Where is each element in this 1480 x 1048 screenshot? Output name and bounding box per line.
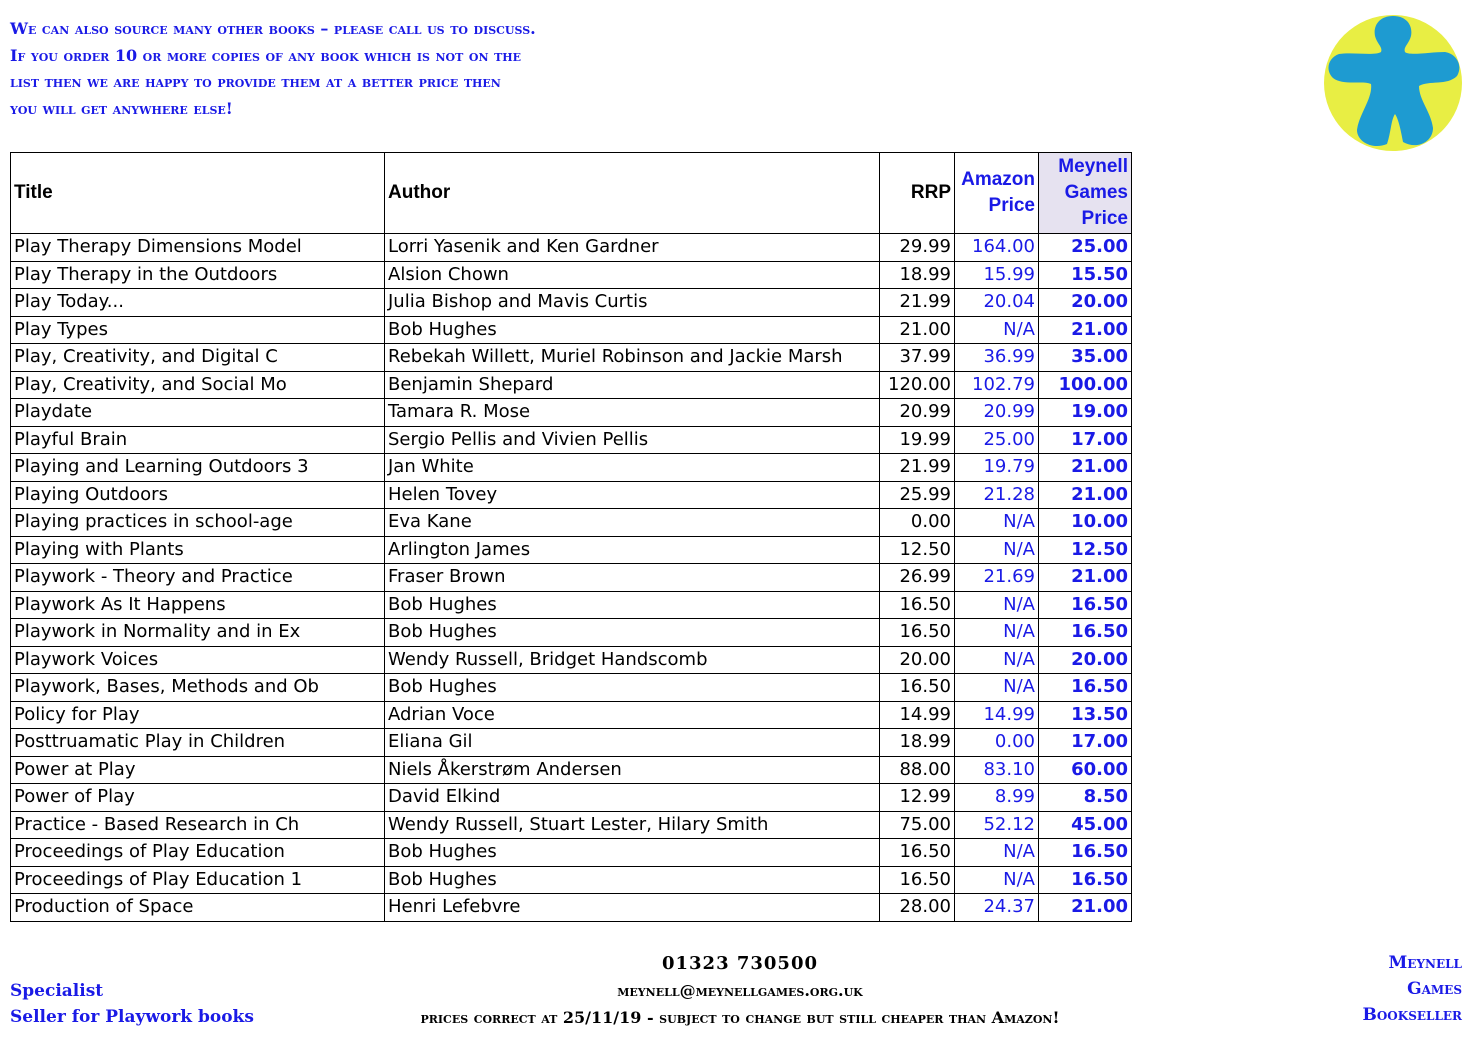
cell-meynell: 16.50	[1039, 619, 1132, 647]
table-row	[11, 756, 1132, 784]
cell-author: Alsion Chown	[385, 261, 880, 289]
cell-rrp: 16.50	[880, 674, 955, 702]
cell-rrp: 20.00	[880, 646, 955, 674]
footer-email: meynell@meynellgames.org.uk	[617, 981, 863, 1000]
cell-title: Playing Outdoors	[11, 481, 385, 509]
cell-amazon: 21.69	[955, 564, 1039, 592]
cell-amazon: 15.99	[955, 261, 1039, 289]
footer-contact	[300, 950, 1180, 1031]
cell-meynell: 17.00	[1039, 729, 1132, 757]
cell-title: Playwork - Theory and Practice	[11, 564, 385, 592]
cell-author: Helen Tovey	[385, 481, 880, 509]
meynell-games-logo	[1323, 14, 1463, 152]
cell-title: Power at Play	[11, 756, 385, 784]
footer-left-line1: Specialist	[10, 981, 104, 1001]
cell-author: Adrian Voce	[385, 701, 880, 729]
header-mg-line1: Meynell	[1058, 156, 1128, 177]
cell-rrp: 18.99	[880, 729, 955, 757]
cell-meynell: 16.50	[1039, 674, 1132, 702]
cell-amazon: 83.10	[955, 756, 1039, 784]
table-row	[11, 454, 1132, 482]
cell-meynell: 100.00	[1039, 371, 1132, 399]
table-row	[11, 674, 1132, 702]
cell-amazon: N/A	[955, 619, 1039, 647]
footer-right-line3: Bookseller	[1362, 1005, 1462, 1025]
footer-specialist	[10, 978, 254, 1030]
cell-rrp: 18.99	[880, 261, 955, 289]
table-row	[11, 344, 1132, 372]
table-row	[11, 784, 1132, 812]
footer-phone: 01323 730500	[661, 953, 819, 974]
cell-author: Jan White	[385, 454, 880, 482]
cell-amazon: 102.79	[955, 371, 1039, 399]
header-amazon-price	[955, 153, 1039, 234]
cell-author: Bob Hughes	[385, 316, 880, 344]
cell-rrp: 29.99	[880, 234, 955, 262]
book-price-table	[10, 152, 1132, 922]
cell-author: Lorri Yasenik and Ken Gardner	[385, 234, 880, 262]
intro-line-3: list then we are happy to provide them at a better price then	[10, 72, 501, 91]
intro-line-4: you will get anywhere else!	[10, 98, 233, 118]
cell-title: Playwork, Bases, Methods and Ob	[11, 674, 385, 702]
table-row	[11, 619, 1132, 647]
cell-amazon: N/A	[955, 536, 1039, 564]
cell-title: Policy for Play	[11, 701, 385, 729]
footer-bookseller	[1362, 950, 1462, 1028]
cell-title: Proceedings of Play Education 1	[11, 866, 385, 894]
footer-right-line2: Games	[1407, 979, 1462, 999]
table-row	[11, 894, 1132, 922]
table-row	[11, 866, 1132, 894]
header-mg-line3: Price	[1081, 208, 1128, 229]
cell-meynell: 45.00	[1039, 811, 1132, 839]
cell-amazon: 25.00	[955, 426, 1039, 454]
cell-meynell: 21.00	[1039, 454, 1132, 482]
cell-rrp: 28.00	[880, 894, 955, 922]
cell-author: Wendy Russell, Bridget Handscomb	[385, 646, 880, 674]
table-row	[11, 289, 1132, 317]
header-rrp: RRP	[880, 153, 955, 234]
cell-amazon: N/A	[955, 509, 1039, 537]
cell-amazon: 164.00	[955, 234, 1039, 262]
cell-meynell: 20.00	[1039, 289, 1132, 317]
cell-author: Bob Hughes	[385, 619, 880, 647]
cell-author: Bob Hughes	[385, 866, 880, 894]
cell-author: Benjamin Shepard	[385, 371, 880, 399]
cell-meynell: 19.00	[1039, 399, 1132, 427]
cell-amazon: 21.28	[955, 481, 1039, 509]
table-row	[11, 729, 1132, 757]
cell-meynell: 20.00	[1039, 646, 1132, 674]
table-row	[11, 426, 1132, 454]
cell-title: Play Therapy in the Outdoors	[11, 261, 385, 289]
table-row	[11, 234, 1132, 262]
cell-title: Production of Space	[11, 894, 385, 922]
table-row	[11, 591, 1132, 619]
table-row	[11, 371, 1132, 399]
cell-meynell: 21.00	[1039, 316, 1132, 344]
header-meynell-price	[1039, 153, 1132, 234]
cell-rrp: 0.00	[880, 509, 955, 537]
intro-text	[10, 16, 610, 122]
cell-amazon: N/A	[955, 316, 1039, 344]
cell-author: Rebekah Willett, Muriel Robinson and Jackie Marsh	[385, 344, 880, 372]
cell-rrp: 12.50	[880, 536, 955, 564]
cell-title: Play, Creativity, and Digital C	[11, 344, 385, 372]
cell-meynell: 25.00	[1039, 234, 1132, 262]
cell-meynell: 16.50	[1039, 866, 1132, 894]
header-mg-line2: Games	[1064, 182, 1128, 203]
cell-author: David Elkind	[385, 784, 880, 812]
table-row	[11, 564, 1132, 592]
cell-title: Posttruamatic Play in Children	[11, 729, 385, 757]
cell-title: Play Therapy Dimensions Model	[11, 234, 385, 262]
cell-amazon: 24.37	[955, 894, 1039, 922]
cell-title: Power of Play	[11, 784, 385, 812]
cell-meynell: 13.50	[1039, 701, 1132, 729]
table-row	[11, 316, 1132, 344]
table-row	[11, 481, 1132, 509]
cell-title: Playing with Plants	[11, 536, 385, 564]
cell-title: Playwork As It Happens	[11, 591, 385, 619]
table-row	[11, 811, 1132, 839]
cell-amazon: 52.12	[955, 811, 1039, 839]
header-title: Title	[11, 153, 385, 234]
cell-meynell: 15.50	[1039, 261, 1132, 289]
intro-line-1: We can also source many other books – please call us to discuss.	[10, 19, 536, 38]
cell-meynell: 60.00	[1039, 756, 1132, 784]
cell-rrp: 19.99	[880, 426, 955, 454]
table-row	[11, 509, 1132, 537]
cell-meynell: 21.00	[1039, 894, 1132, 922]
cell-meynell: 10.00	[1039, 509, 1132, 537]
cell-title: Practice - Based Research in Ch	[11, 811, 385, 839]
cell-meynell: 16.50	[1039, 591, 1132, 619]
table-row	[11, 839, 1132, 867]
cell-author: Tamara R. Mose	[385, 399, 880, 427]
cell-author: Bob Hughes	[385, 839, 880, 867]
intro-line-2: If you order 10 or more copies of any book which is not on the	[10, 45, 522, 65]
cell-author: Fraser Brown	[385, 564, 880, 592]
cell-amazon: 20.99	[955, 399, 1039, 427]
table-row	[11, 399, 1132, 427]
cell-rrp: 88.00	[880, 756, 955, 784]
cell-title: Play, Creativity, and Social Mo	[11, 371, 385, 399]
cell-rrp: 14.99	[880, 701, 955, 729]
cell-author: Bob Hughes	[385, 674, 880, 702]
cell-rrp: 120.00	[880, 371, 955, 399]
cell-author: Arlington James	[385, 536, 880, 564]
cell-rrp: 75.00	[880, 811, 955, 839]
cell-meynell: 8.50	[1039, 784, 1132, 812]
cell-amazon: 14.99	[955, 701, 1039, 729]
cell-amazon: N/A	[955, 674, 1039, 702]
table-row	[11, 261, 1132, 289]
cell-rrp: 37.99	[880, 344, 955, 372]
cell-amazon: 20.04	[955, 289, 1039, 317]
table-header-row	[11, 153, 1132, 234]
cell-amazon: 8.99	[955, 784, 1039, 812]
cell-rrp: 21.00	[880, 316, 955, 344]
header-amazon-line1: Amazon	[961, 169, 1035, 190]
cell-amazon: 0.00	[955, 729, 1039, 757]
cell-meynell: 21.00	[1039, 481, 1132, 509]
cell-title: Playful Brain	[11, 426, 385, 454]
cell-rrp: 12.99	[880, 784, 955, 812]
cell-author: Wendy Russell, Stuart Lester, Hilary Smith	[385, 811, 880, 839]
cell-title: Playing and Learning Outdoors 3	[11, 454, 385, 482]
cell-author: Sergio Pellis and Vivien Pellis	[385, 426, 880, 454]
cell-title: Playwork in Normality and in Ex	[11, 619, 385, 647]
cell-amazon: N/A	[955, 839, 1039, 867]
cell-amazon: N/A	[955, 646, 1039, 674]
cell-author: Bob Hughes	[385, 591, 880, 619]
cell-title: Play Types	[11, 316, 385, 344]
cell-author: Henri Lefebvre	[385, 894, 880, 922]
cell-rrp: 21.99	[880, 289, 955, 317]
cell-amazon: 36.99	[955, 344, 1039, 372]
cell-title: Playwork Voices	[11, 646, 385, 674]
footer-right-line1: Meynell	[1388, 953, 1462, 973]
table-row	[11, 646, 1132, 674]
header-author: Author	[385, 153, 880, 234]
footer-left-line2: Seller for Playwork books	[10, 1007, 254, 1027]
cell-rrp: 16.50	[880, 839, 955, 867]
cell-rrp: 16.50	[880, 866, 955, 894]
cell-author: Eva Kane	[385, 509, 880, 537]
cell-meynell: 16.50	[1039, 839, 1132, 867]
cell-title: Proceedings of Play Education	[11, 839, 385, 867]
cell-meynell: 17.00	[1039, 426, 1132, 454]
cell-meynell: 35.00	[1039, 344, 1132, 372]
footer-price-note: prices correct at 25/11/19 - subject to change but still cheaper than Amazon!	[420, 1008, 1060, 1027]
table-row	[11, 536, 1132, 564]
cell-amazon: N/A	[955, 591, 1039, 619]
cell-author: Niels Åkerstrøm Andersen	[385, 756, 880, 784]
cell-rrp: 26.99	[880, 564, 955, 592]
cell-author: Eliana Gil	[385, 729, 880, 757]
cell-title: Playing practices in school-age	[11, 509, 385, 537]
cell-amazon: N/A	[955, 866, 1039, 894]
header-amazon-line2: Price	[988, 195, 1035, 216]
table-row	[11, 701, 1132, 729]
cell-rrp: 21.99	[880, 454, 955, 482]
cell-meynell: 12.50	[1039, 536, 1132, 564]
cell-rrp: 25.99	[880, 481, 955, 509]
cell-rrp: 20.99	[880, 399, 955, 427]
cell-rrp: 16.50	[880, 591, 955, 619]
cell-author: Julia Bishop and Mavis Curtis	[385, 289, 880, 317]
cell-amazon: 19.79	[955, 454, 1039, 482]
cell-meynell: 21.00	[1039, 564, 1132, 592]
cell-rrp: 16.50	[880, 619, 955, 647]
cell-title: Playdate	[11, 399, 385, 427]
cell-title: Play Today...	[11, 289, 385, 317]
